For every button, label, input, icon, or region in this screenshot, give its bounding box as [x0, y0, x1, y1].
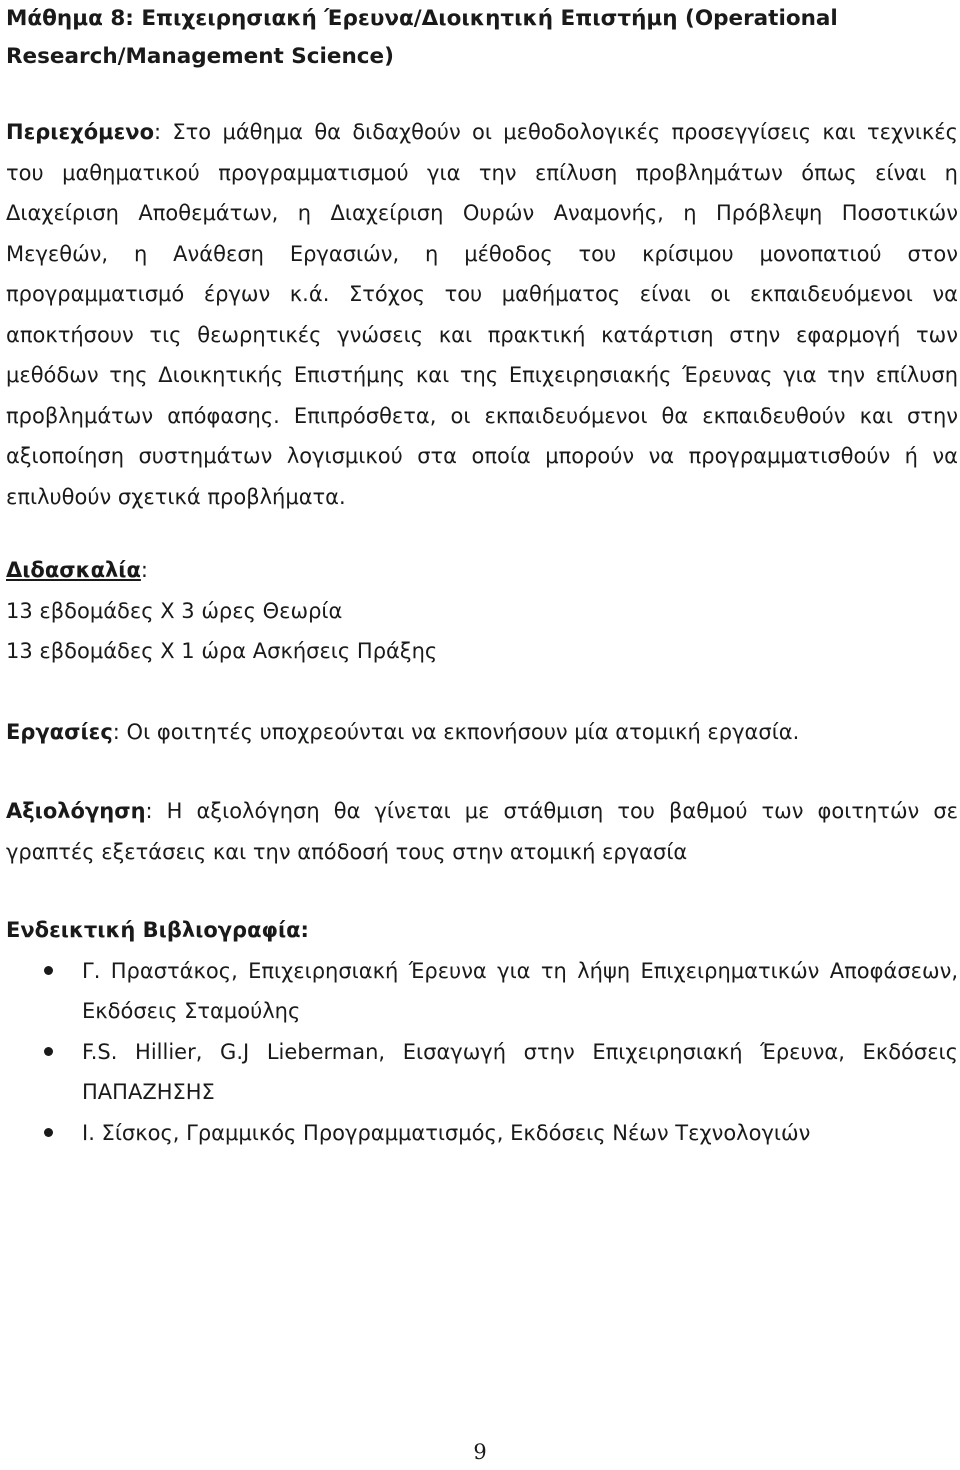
teaching-line-1: 13 εβδομάδες Χ 3 ώρες Θεωρία: [6, 598, 343, 623]
bullet-icon: [44, 1047, 53, 1056]
bibliography-section: [6, 910, 958, 1153]
evaluation-section: [6, 791, 958, 872]
bibliography-list: [6, 951, 958, 1154]
page-title: Μάθημα 8: Επιχειρησιακή Έρευνα/Διοικητική Επιστήμη (Operational Research/Management Science): [6, 6, 838, 69]
bibliography-item-text: Ι. Σίσκος, Γραμμικός Προγραμματισμός, Εκδόσεις Νέων Τεχνολογιών: [82, 1120, 811, 1145]
teaching-section: [6, 550, 958, 672]
bibliography-heading: Ενδεικτική Βιβλιογραφία:: [6, 918, 309, 942]
assignments-label: Εργασίες: [6, 720, 113, 744]
bibliography-item: [6, 1032, 958, 1113]
assignments-text: : Οι φοιτητές υποχρεούνται να εκπονήσουν μία ατομική εργασία.: [112, 720, 800, 744]
evaluation-label: Αξιολόγηση: [6, 799, 146, 823]
content-section: [6, 112, 958, 517]
assignments-section: [6, 712, 958, 753]
page-number: 9: [473, 1440, 487, 1464]
teaching-suffix: :: [140, 558, 148, 582]
bullet-icon: [44, 1128, 53, 1137]
bibliography-item-text: F.S. Hillier, G.J Lieberman, Εισαγωγή στην Επιχειρησιακή Έρευνα, Εκδόσεις ΠΑΠΑΖΗΣΗΣ: [82, 1039, 958, 1104]
bibliography-item-text: Γ. Πραστάκος, Επιχειρησιακή Έρευνα για τη λήψη Επιχειρηματικών Αποφάσεων, Εκδόσεις Σταμούλης: [82, 958, 958, 1023]
content-text: : Στο μάθημα θα διδαχθούν οι μεθοδολογικές προσεγγίσεις και τεχνικές του μαθηματικού προγραμματισμού για την επίλυση προβλημάτων όπως είναι η Διαχείριση Αποθεμάτων, η Διαχείριση Ουρών Αναμονής, η Πρόβλεψη Ποσοτικών Μεγεθών, η Ανάθεση Εργασιών, η μέθοδος του κρίσιμου μονοπατιού στον προγραμματισμό έργων κ.ά. Στόχος του μαθήματος είναι οι εκπαιδευόμενοι να αποκτήσουν τις θεωρητικές γνώσεις και πρακτική κατάρτιση στην εφαρμογή των μεθόδων της Διοικητικής Επιστήμης και της Επιχειρησιακής Έρευνας για την επίλυση προβλημάτων απόφασης. Επιπρόσθετα, οι εκπαιδευόμενοι θα εκπαιδευθούν και στην αξιοποίηση συστημάτων λογισμικού στα οποία μπορούν να προγραμματισθούν ή να επιλυθούν σχετικά προβλήματα.: [6, 120, 958, 509]
bibliography-item: [6, 1113, 958, 1154]
evaluation-text: : Η αξιολόγηση θα γίνεται με στάθμιση του βαθμού των φοιτητών σε γραπτές εξετάσεις και την απόδοσή τους στην ατομική εργασία: [6, 799, 958, 864]
content-label: Περιεχόμενο: [6, 120, 155, 144]
bullet-icon: [44, 966, 53, 975]
teaching-label: Διδασκαλία: [6, 558, 141, 582]
bibliography-item: [6, 951, 958, 1032]
teaching-line-2: 13 εβδομάδες Χ 1 ώρα Ασκήσεις Πράξης: [6, 639, 438, 663]
